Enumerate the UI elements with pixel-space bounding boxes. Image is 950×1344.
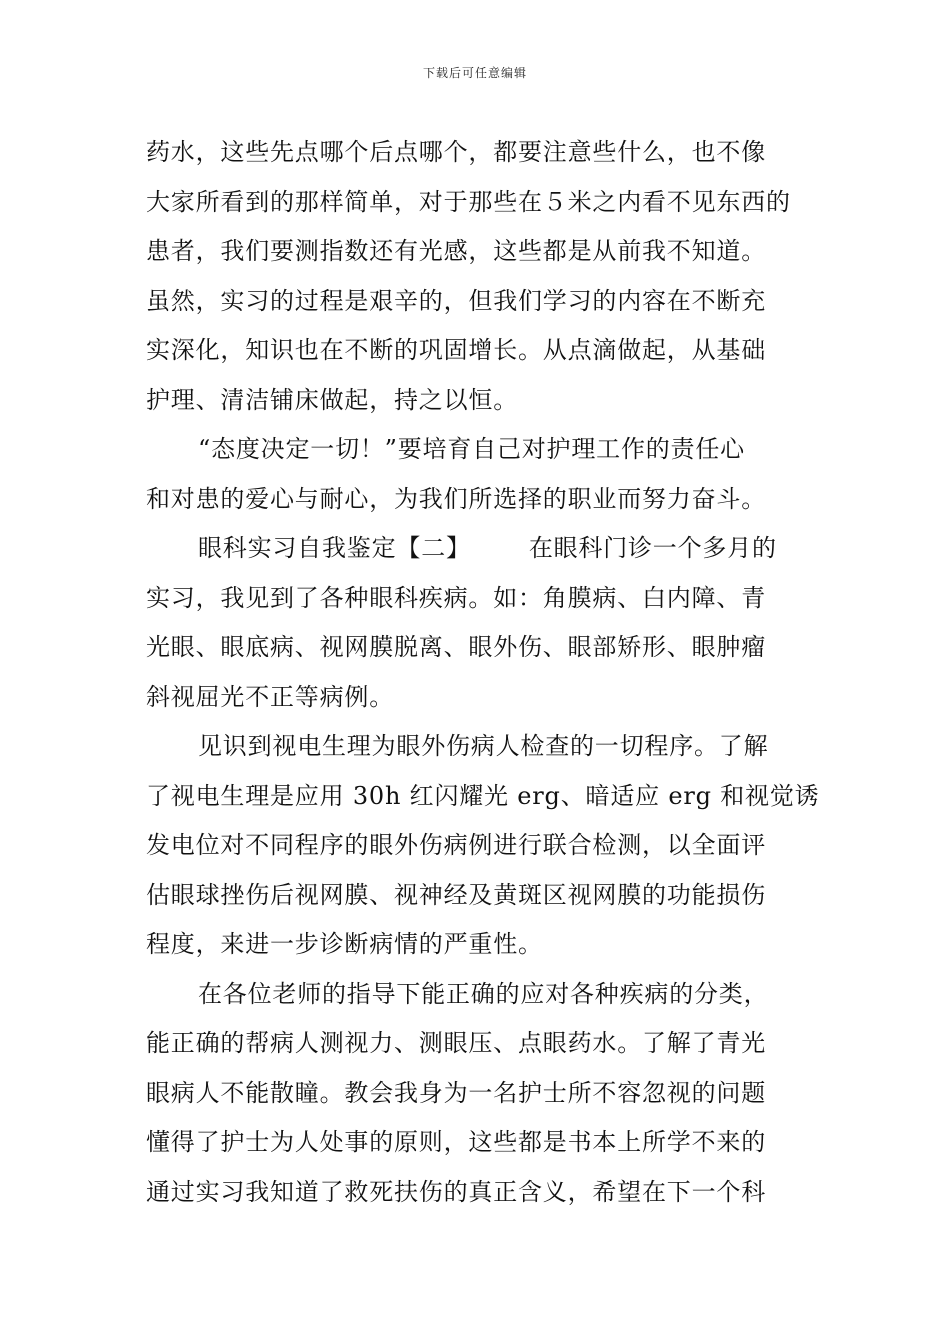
paragraph-3-line-1 (146, 524, 806, 574)
paragraph-2-line-2: 和对患的爱心与耐心，为我们所选择的职业而努力奋斗。 (146, 484, 766, 513)
paragraph-3-line-4: 斜视屈光不正等病例。 (146, 682, 394, 711)
paragraph-3-line-2: 实习，我见到了各种眼科疾病。如：角膜病、白内障、青 (146, 583, 766, 612)
document-body (146, 128, 820, 1217)
paragraph-1-line-3: 患者，我们要测指数还有光感，这些都是从前我不知道。 (146, 237, 766, 265)
paragraph-5-line-2: 能正确的帮病人测视力、测眼压、点眼药水。了解了青光 (146, 1029, 766, 1057)
paragraph-1-line-6: 护理、清洁铺床做起，持之以恒。 (146, 385, 518, 414)
paragraph-4-line-3: 发电位对不同程序的眼外伤病例进行联合检测，以全面评 (146, 831, 766, 859)
paragraph-4-line-5: 程度，来进一步诊断病情的严重性。 (146, 930, 543, 958)
paragraph-2-line-1: “态度决定一切！”要培育自己对护理工作的责任心 (198, 435, 745, 463)
paragraph-5-line-5: 通过实习我知道了救死扶伤的真正含义，希望在下一个科 (146, 1177, 766, 1206)
paragraph-1-line-1: 药水，这些先点哪个后点哪个，都要注意些什么，也不像 (146, 138, 766, 166)
paragraph-4-line-4: 估眼球挫伤后视网膜、视神经及黄斑区视网膜的功能损伤 (146, 880, 766, 909)
paragraph-4-line-2: 了视电生理是应用 30h 红闪耀光 erg、暗适应 erg 和视觉诱 (146, 781, 820, 810)
section-heading: 眼科实习自我鉴定【二】 (198, 534, 471, 562)
paragraph-3-line-1-rest: 在眼科门诊一个多月的 (528, 534, 777, 562)
paragraph-5-line-3: 眼病人不能散瞳。教会我身为一名护士所不容忽视的问题 (146, 1078, 766, 1107)
paragraph-4-line-1: 见识到视电生理为眼外伤病人检查的一切程序。了解 (198, 732, 769, 760)
paragraph-5-line-4: 懂得了护士为人处事的原则，这些都是书本上所学不来的 (146, 1128, 766, 1156)
paragraph-3-line-3: 光眼、眼底病、视网膜脱离、眼外伤、眼部矫形、眼肿瘤 (146, 633, 766, 661)
paragraph-5-line-1: 在各位老师的指导下能正确的应对各种疾病的分类， (198, 979, 769, 1008)
page-header: 下载后可任意编辑 (422, 66, 527, 80)
paragraph-1-line-4: 虽然，实习的过程是艰辛的，但我们学习的内容在不断充 (146, 286, 766, 315)
paragraph-1-line-2: 大家所看到的那样简单，对于那些在５米之内看不见东西的 (146, 187, 791, 216)
paragraph-1-line-5: 实深化，知识也在不断的巩固增长。从点滴做起，从基础 (146, 336, 766, 364)
